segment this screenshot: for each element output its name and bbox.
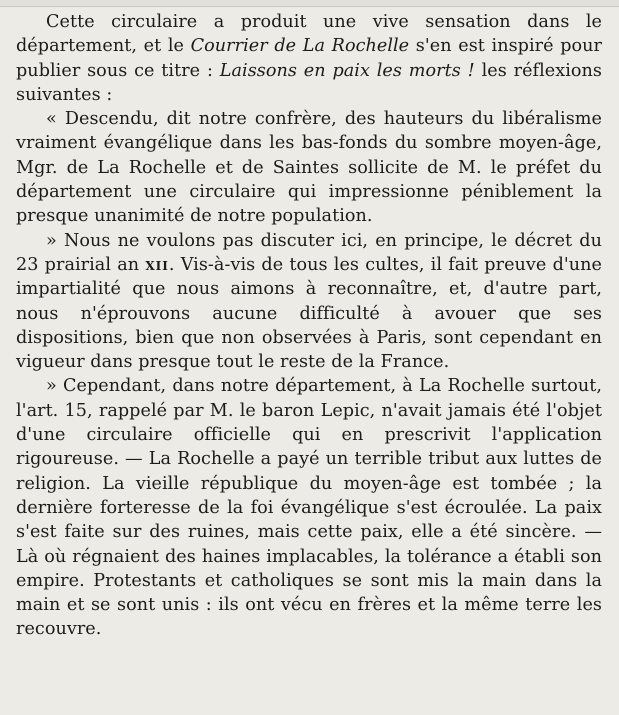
article-title-quote: Laissons en paix les morts ! — [219, 60, 475, 81]
paragraph-quote-3: » Cependant, dans notre département, à La Rochelle surtout, l'art. 15, rappelé par M. le baron Lepic, n'avait jamais été l'objet d'une circulaire officielle qui en prescrivit l'application rigoureuse. — La Rochelle a payé un terrible tribut aux luttes de religion. La vieille république du moyen-âge est tombée ; la dernière forteresse de la foi évangélique s'est écroulée. La paix s'est faite sur des ruines, mais cette paix, elle a été sincère. — Là où régnaient des haines implacables, la tolérance a établi son empire. Protestants et catholiques se sont mis la main dans la main et se sont unis : ils ont vécu en frères et la même terre les recouvre. — [16, 376, 602, 640]
cropped-previous-line — [0, 0, 619, 7]
quote-2-text-1: » Nous ne voulons pas discuter ici, en principe, le décret du 23 prairial an — [16, 230, 602, 275]
newspaper-title: Courrier de La Rochelle — [190, 36, 410, 57]
intro-text-1: Cette circulaire a produit une vive sensation dans le département, et le — [16, 12, 602, 57]
paragraph-quote-2 — [16, 229, 602, 375]
article-column — [16, 10, 602, 642]
intro-text-3: les réflexions suivantes : — [16, 60, 603, 105]
paragraph-intro — [16, 10, 602, 107]
quote-2-text-2: . Vis-à-vis de tous les cultes, il fait preuve d'une impartialité que nous aimons à reconnaître, et, d'autre part, nous n'éprouvons aucune difficulté à avouer que ses dispositions, bien que non observées à Paris, sont cependant en vigueur dans presque tout le reste de la France. — [16, 254, 602, 373]
intro-text-2: s'en est inspiré pour publier sous ce titre : — [16, 36, 603, 81]
roman-numeral-year: xii — [145, 253, 169, 275]
paragraph-quote-1: « Descendu, dit notre confrère, des hauteurs du libéralisme vraiment évangélique dans les bas-fonds du sombre moyen-âge, Mgr. de La Rochelle et de Saintes sollicite de M. le préfet du département une circulaire qui impressionne péniblement la presque unanimité de notre population. — [16, 109, 602, 227]
